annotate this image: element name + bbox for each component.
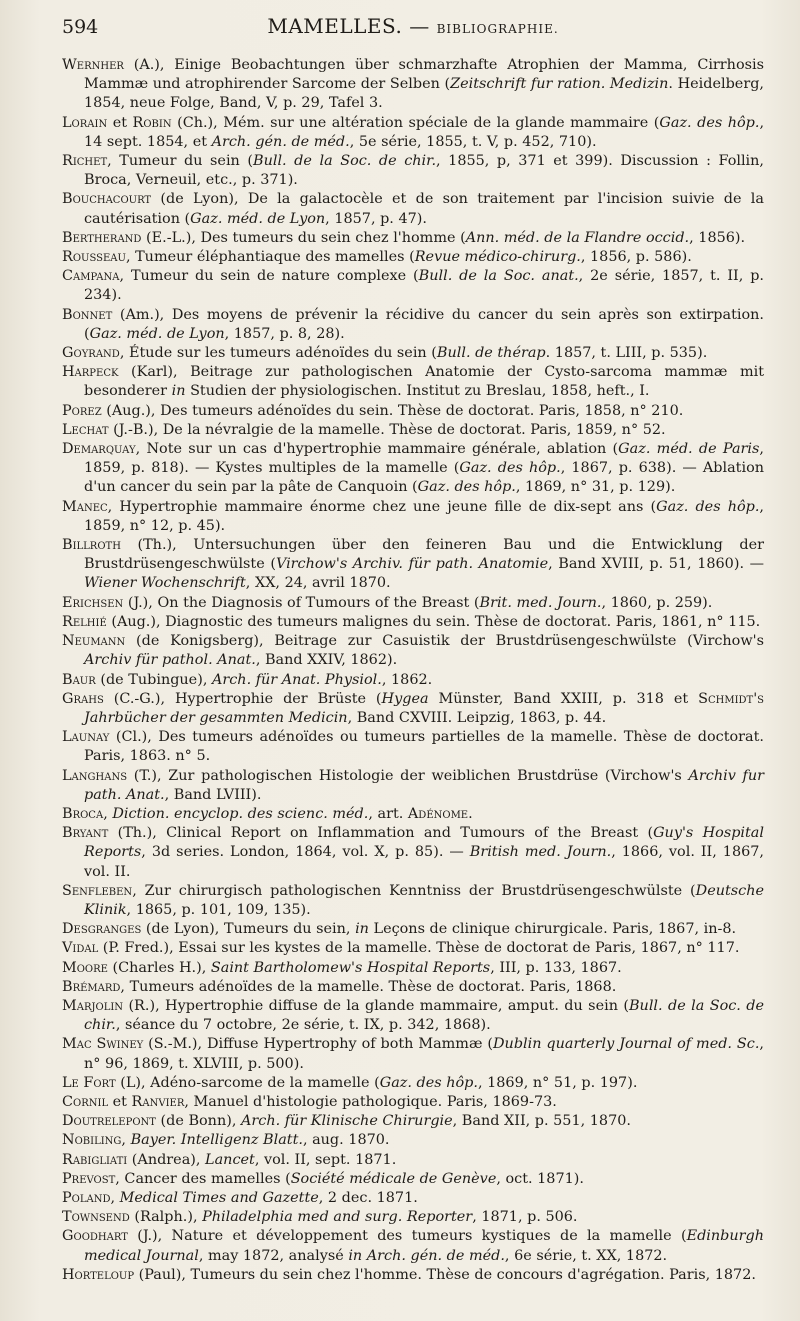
entry-text: , [110,1189,120,1206]
bibliography-entry [62,805,764,824]
bibliography-entry [62,1151,764,1170]
bibliography-entry [62,536,764,594]
author-name: Cornil [62,1093,109,1110]
entry-text: , Tumeur du sein ( [107,153,253,170]
entry-text: (C.-G.), Hypertrophie der Brüste ( [103,690,382,707]
entry-text: , art. [368,805,408,822]
source-title: Gaz. des hôp. [459,460,561,477]
entry-text: , 1856). [689,229,746,246]
running-title [122,14,704,38]
bibliography-entry [62,152,764,190]
author-name: Lorain [62,114,108,131]
entry-text: . [468,805,473,822]
bibliography-entry [62,229,764,248]
entry-text: , 1865, p. 101, 109, 135). [126,901,311,918]
bibliography-entry [62,306,764,344]
bibliography-entry [62,920,764,939]
entry-text: , vol. II, sept. 1871. [254,1151,397,1168]
entry-text: (Th.), Untersuchungen über den feineren Bau und die Entwicklung der Brustdrüsengeschwülste ( [84,537,764,573]
entry-text: (de Lyon), De la galactocèle et de son traitement par l'incision suivie de la cautérisation ( [84,191,764,227]
bibliography-entry [62,402,764,421]
author-name: Vidal [62,940,99,957]
page-number: 594 [62,16,99,38]
source-title: Bull. de la Soc. de chir. [253,153,437,170]
entry-text: , 1860, p. 259). [601,594,713,611]
bibliography-entry [62,1074,764,1093]
entry-text: (de Lyon), Tumeurs du sein, [141,921,356,938]
source-title: Ann. méd. de la Flandre occid. [465,229,690,246]
running-title-sub: BIBLIOGRAPHIE. [436,22,559,36]
source-title: Archiv für pathol. Anat. [84,652,256,669]
entry-text: , 1859, p. 818). — Kystes multiples de la mamelle ( [84,441,764,477]
entry-text: (de Bonn), [155,1113,241,1130]
entry-text: , Zur chirurgisch pathologischen Kenntniss der Brustdrüsengeschwülste ( [132,882,696,899]
source-title: in [171,383,186,400]
entry-text: et [107,114,133,131]
bibliography-entry [62,690,764,728]
entry-text: (J.), Nature et développement des tumeurs kystiques de la mamelle ( [127,1228,687,1245]
entry-text: Leçons de clinique chirurgicale. Paris, 1867, in-8. [368,921,737,938]
entry-text: (Paul), Tumeurs du sein chez l'homme. Thèse de concours d'agrégation. Paris, 1872. [134,1266,756,1283]
source-title: Jahrbücher der gesammten Medicin [84,709,348,726]
source-title: Bayer. Intelligenz Blatt. [130,1132,303,1149]
entry-text: (Ralph.), [129,1209,203,1226]
source-title: Arch. für Anat. Physiol. [211,671,382,688]
entry-text: . 1857, t. LIII, p. 535). [545,345,708,362]
entry-text: , [103,805,113,822]
bibliography-entry [62,267,764,305]
bibliography-entry [62,1227,764,1265]
entry-text: , 5e série, 1855, t. V, p. 452, 710). [349,133,597,150]
entry-text: , 2 dec. 1871. [318,1189,418,1206]
entry-text: . Heidelberg, 1854, neue Folge, Band, V, p. 29, Tafel 3. [84,76,764,112]
running-title-main: MAMELLES. [267,14,403,38]
entry-text: (E.-L.), Des tumeurs du sein chez l'homme ( [141,229,466,246]
author-name: Demarquay [62,441,136,458]
entry-text: (Karl), Beitrage zur pathologischen Anatomie der Cysto-sarcoma mammæ mit besonderer [84,364,764,400]
source-title: Bull. de la Soc. de chir. [84,997,764,1034]
author-name: Le Fort [62,1074,116,1091]
entry-text: , 1856, p. 586). [580,249,692,266]
entry-text: , 1867, p. 638). — Ablation d'un cancer du sein par la pâte de Canquoin ( [84,460,765,496]
author-name: Marjolin [62,997,124,1014]
entry-text: , 1869, n° 51, p. 197). [477,1074,638,1091]
running-title-dash: — [409,14,430,38]
entry-text: , Band XII, p. 551, 1870. [452,1113,631,1130]
author-name: Horteloup [62,1266,135,1283]
author-name: Lechat [62,421,109,438]
author-name: Bryant [62,825,109,842]
source-title: Virchow's Archiv. für path. Anatomie [275,556,549,573]
entry-text: , 1869, n° 31, p. 129). [515,479,676,496]
source-title: Gaz. méd. de Paris [618,441,760,458]
entry-text: , séance du 7 octobre, 2e série, t. IX, p. 342, 1868). [115,1017,491,1034]
source-title: Diction. encyclop. des scienc. méd. [112,805,369,822]
entry-text: , oct. 1871). [496,1170,584,1187]
source-title: Société médicale de Genève [290,1170,497,1187]
author-name: Bertherand [62,229,142,246]
author-name: Relhié [62,613,107,630]
source-title: British med. Journ. [469,844,612,861]
author-name: Goodhart [62,1228,128,1245]
source-title: Revue médico-chirurg. [414,249,581,266]
bibliography-entry [62,882,764,920]
author-name: Schmidt's [698,690,765,707]
source-title: Gaz. méd. de Lyon [89,325,225,342]
bibliography-entry [62,1131,764,1150]
bibliography-entry [62,594,764,613]
source-title: Brit. med. Journ. [479,594,602,611]
bibliography-entry [62,1208,764,1227]
entry-text: Studien der physiologischen. Institut zu Breslau, 1858, heft., I. [185,383,650,400]
author-name: Baur [62,671,96,688]
source-title: Gaz. des hôp. [417,479,516,496]
bibliography-entry [62,1093,764,1112]
entry-text: , 1855, p, 371 et 399). Discussion : Follin, Broca, Verneuil, etc., p. 371). [84,153,765,189]
entry-text: (P. Fred.), Essai sur les kystes de la mamelle. Thèse de doctorat de Paris, 1867, n° 117. [98,940,740,957]
bibliography-entry [62,959,764,978]
author-name: Nobiling [62,1132,122,1149]
entry-text: (de Tubingue), [95,671,212,688]
entry-text: , may 1872, analysé [198,1247,349,1264]
bibliography-entry [62,1170,764,1189]
author-name: Porez [62,402,102,419]
bibliography-entry [62,1112,764,1131]
entry-text: (Charles H.), [107,959,211,976]
entry-text: (S.-M.), Diffuse Hypertrophy of both Mammæ ( [143,1036,494,1053]
entry-text: (J.-B.), De la névralgie de la mamelle. Thèse de doctorat. Paris, 1859, n° 52. [108,421,666,438]
entry-text: (J.), On the Diagnosis of Tumours of the Breast ( [123,594,480,611]
source-title: Arch. für Klinische Chirurgie [240,1113,453,1130]
bibliography-entry [62,767,764,805]
source-title: Bull. de thérap [436,345,546,362]
author-name: Manec [62,498,108,515]
bibliography-entry [62,824,764,882]
author-name: Doutrelepont [62,1113,156,1130]
bibliography-entry [62,997,764,1035]
source-title: Deutsche Klinik [84,882,764,918]
source-title: Gaz. des hôp. [659,114,760,131]
entry-text: , Tumeur du sein de nature complexe ( [119,268,419,285]
source-title: Hygea [381,690,429,707]
source-title: Zeitschrift fur ration. Medizin [450,76,669,93]
author-name: Langhans [62,767,128,784]
source-title: Edinburgh medical Journal [84,1228,764,1264]
author-name: Moore [62,959,108,976]
entry-text: Münster, Band XXIII, p. 318 et [428,690,699,707]
author-name: Goyrand [62,345,120,362]
entry-text: , Tumeurs adénoïdes de la mamelle. Thèse de doctorat. Paris, 1868. [120,978,617,995]
entry-text: (Am.), Des moyens de prévenir la récidive du cancer du sein après son extirpation. ( [84,306,764,342]
author-name: Bonnet [62,306,113,323]
source-title: Gaz. des hôp. [379,1074,478,1091]
entry-text: , Cancer des mamelles ( [115,1170,291,1187]
author-name: Robin [132,114,172,131]
bibliography-entry [62,344,764,363]
entry-text: , n° 96, 1869, t. XLVIII, p. 500). [84,1036,764,1072]
bibliography-entry [62,56,764,114]
entry-text: (R.), Hypertrophie diffuse de la glande mammaire, amput. du sein ( [123,997,629,1014]
author-name: Wernher [62,57,124,73]
entry-text: , [121,1132,131,1149]
entry-text: (T.), Zur pathologischen Histologie der weiblichen Brustdrüse (Virchow's [127,767,689,784]
bibliography-entry [62,613,764,632]
author-name: Richet [62,153,108,170]
entry-text: (Aug.), Diagnostic des tumeurs malignes du sein. Thèse de doctorat. Paris, 1861, n° 115. [106,613,761,630]
source-title: in [355,921,369,938]
source-title: Bull. de la Soc. anat. [418,268,579,285]
entry-text: , III, p. 133, 1867. [490,959,622,976]
author-name: Launay [62,729,110,746]
entry-text: , Hypertrophie mammaire énorme chez une jeune fille de dix-sept ans ( [107,498,657,515]
author-name: Erichsen [62,594,124,611]
bibliography-list [62,56,764,1285]
author-name: Harpeck [62,364,119,381]
entry-text: , Band XXIV, 1862). [255,652,398,669]
entry-text: (Ch.), Mém. sur une altération spéciale de la glande mammaire ( [171,114,660,131]
bibliography-entry [62,190,764,228]
entry-text: , Note sur un cas d'hypertrophie mammaire générale, ablation ( [135,441,619,458]
bibliography-entry [62,978,764,997]
entry-text: , 1862. [381,671,433,688]
entry-text: , Band CXVIII. Leipzig, 1863, p. 44. [347,709,607,726]
author-name: Townsend [62,1209,130,1226]
author-name: Rabigliati [62,1151,128,1168]
source-title: Lancet [205,1151,255,1168]
source-title: Archiv fur path. Anat. [84,767,764,803]
author-name: Grahs [62,690,104,707]
entry-text: , Étude sur les tumeurs adénoïdes du sein ( [119,345,437,362]
author-name: Prevost [62,1170,116,1187]
bibliography-entry [62,421,764,440]
entry-text: , 3d series. London, 1864, vol. X, p. 85). — [141,844,470,861]
source-title: Guy's Hospital Reports [84,825,764,861]
entry-text: (L), Adéno-sarcome de la mamelle ( [115,1074,380,1091]
bibliography-entry [62,114,764,152]
entry-text: , 1857, p. 47). [325,210,427,227]
bibliography-entry [62,728,764,766]
bibliography-entry [62,498,764,536]
entry-text: (A.), Einige Beobachtungen über schmarzhafte Atrophien der Mamma, Cirrhosis Mammæ und atrophirender Sarcome der Selben ( [84,57,764,93]
entry-text: , Manuel d'histologie pathologique. Paris, 1869-73. [184,1093,557,1110]
source-title: Philadelphia med and surg. Reporter [202,1209,473,1226]
author-name: Neumann [62,633,126,650]
author-name: Senfleben [62,882,133,899]
source-title: in Arch. gén. de méd. [348,1247,505,1264]
author-name: Mac Swiney [62,1036,144,1053]
bibliography-entry [62,363,764,401]
bibliography-entry [62,939,764,958]
author-name: Broca [62,805,104,822]
source-title: Dublin quarterly Journal of med. Sc. [493,1036,760,1053]
entry-text: , 1866, vol. II, 1867, vol. II. [84,844,764,880]
bibliography-entry [62,248,764,267]
source-title: Gaz. des hôp. [656,498,760,515]
author-name: Desgranges [62,921,142,938]
entry-text: , 6e série, t. XX, 1872. [504,1247,668,1264]
entry-text: , 1859, n° 12, p. 45). [84,498,764,534]
entry-text: (Andrea), [127,1151,206,1168]
author-name: Campana [62,268,120,285]
author-name: Poland [62,1189,111,1206]
bibliography-entry [62,440,764,498]
author-name: Ranvier [131,1093,185,1110]
entry-text: , Tumeur éléphantiaque des mamelles ( [125,249,415,266]
source-title: Saint Bartholomew's Hospital Reports [210,959,491,976]
source-title: Medical Times and Gazette [119,1189,319,1206]
bibliography-entry [62,632,764,670]
entry-text: , 1871, p. 506. [472,1209,578,1226]
source-title: Wiener Wochenschrift [84,575,246,592]
author-name: Bouchacourt [62,191,152,208]
entry-text: , 14 sept. 1854, et [84,114,765,150]
source-title: Gaz. méd. de Lyon [190,210,326,227]
entry-text: (de Konigsberg), Beitrage zur Casuistik der Brustdrüsengeschwülste (Virchow's [125,633,764,650]
source-title: Arch. gén. de méd. [211,133,350,150]
entry-text: , Band LVIII). [164,786,262,803]
author-name: Adénome [407,805,469,822]
entry-text: , XX, 24, avril 1870. [245,575,391,592]
entry-text: (Aug.), Des tumeurs adénoïdes du sein. Thèse de doctorat. Paris, 1858, n° 210. [101,402,684,419]
bibliography-entry [62,1266,764,1285]
entry-text: , Band XVIII, p. 51, 1860). — [548,556,764,573]
entry-text: , aug. 1870. [302,1132,390,1149]
entry-text: , 2e série, 1857, t. II, p. 234). [84,268,764,304]
bibliography-entry [62,1035,764,1073]
author-name: Billroth [62,537,121,554]
author-name: Rousseau [62,249,126,266]
entry-text: , 1857, p. 8, 28). [224,325,345,342]
entry-text: (Th.), Clinical Report on Inflammation and Tumours of the Breast ( [108,825,654,842]
entry-text: (Cl.), Des tumeurs adénoïdes ou tumeurs partielles de la mamelle. Thèse de doctorat. Paris, 1863. n° 5. [84,729,764,765]
bibliography-entry [62,1189,764,1208]
entry-text: et [108,1093,132,1110]
bibliography-entry [62,671,764,690]
running-header [62,14,764,48]
author-name: Brémard [62,978,121,995]
